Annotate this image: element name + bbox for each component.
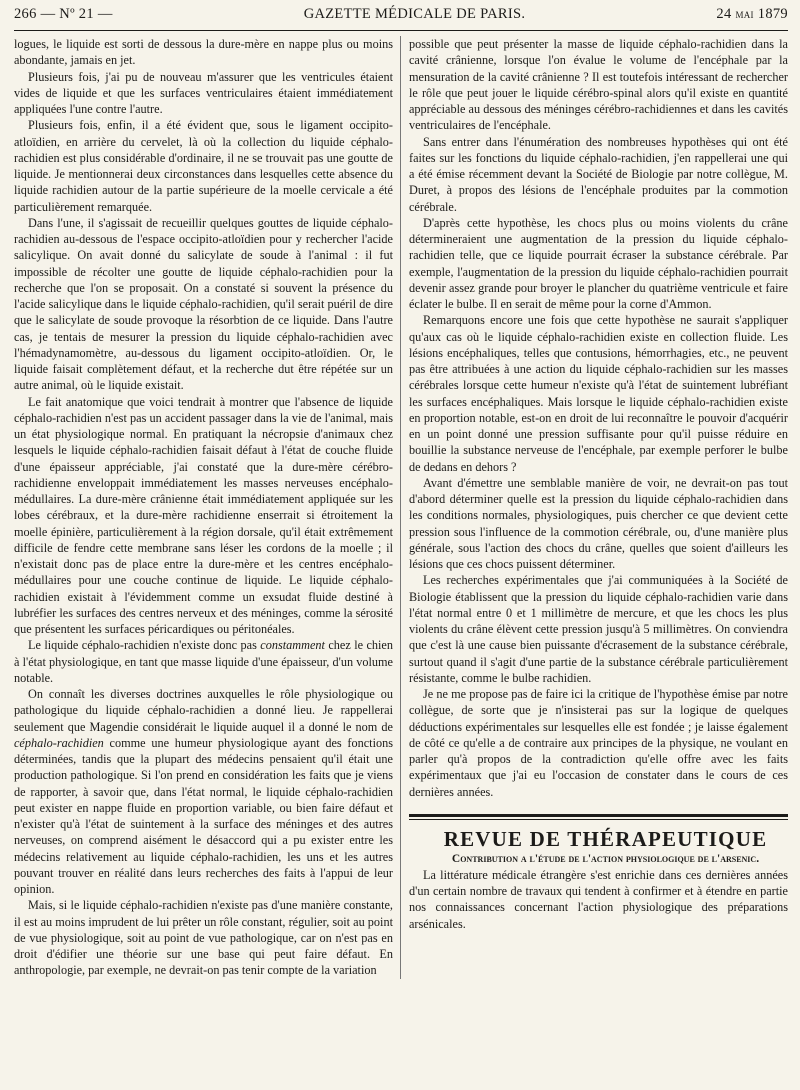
left-column [14, 36, 393, 979]
date-day: 24 [716, 6, 732, 22]
paragraph: possible que peut présenter la masse de liquide céphalo-rachidien dans la cavité crânienne, lorsque l'on évalue le volume de l'encéphale par la mensuration de la cavité crânienne ? Il est toutefois intéressant de rechercher le rôle que peut jouer le liquide cérébro-spinal alors qu'il existe en quantité appréciable au dessous des méninges cérébro-rachidiennes et dans les cavités ventriculaires de l'encéphale. [409, 37, 788, 133]
emphasis-text: céphalo-rachidien [14, 735, 104, 750]
paragraph: Sans entrer dans l'énumération des nombreuses hypothèses qui ont été faites sur les fonctions du liquide céphalo-rachidien, j'en rappellerai une qui a été émise récemment devant la Société de Biologie par notre collègue, M. Duret, à propos des lésions de l'encéphale produites par la commotion cérébrale. [409, 134, 788, 214]
paragraph: Plusieurs fois, enfin, il a été évident que, sous le ligament occipito-atloïdien, en arrière du cervelet, là où la collection du liquide céphalo-rachidien est plus considérable d'ordinaire, il ne se trouvait pas une goutte de liquide. Je mentionnerai deux circonstances dans lesquelles cette absence du liquide rachidien autour de la partie supérieure de la moelle cervicale a été particulièrement remarquée. [14, 118, 393, 214]
paragraph: Avant d'émettre une semblable manière de voir, ne devrait-on pas tout d'abord déterminer quelle est la pression du liquide céphalo-rachidien dans les conditions normales, physiologiques, puis chercher ce que devient cette pression sous l'influence de la commotion cérébrale, ou, d'une manière plus générale, sous l'action des chocs du crâne, quelles que soient d'ailleurs les lésions que ces chocs puissent déterminer. [409, 475, 788, 571]
text-run: Le liquide céphalo-rachidien n'existe donc pas [28, 638, 261, 653]
paragraph: Les recherches expérimentales que j'ai communiquées à la Société de Biologie établissent que la pression du liquide céphalo-rachidien varie dans l'état normal entre 0 et 1 millimètre de mercure, et que les chocs les plus violents du crâne élèvent cette pression jusqu'à 5 millimètres. On conviendra que c'est là une cause bien puissante d'écrasement de la substance cérébrale, surtout quand il s'agit d'une partie de la substance cérébrale particulièrement résistante, comme le bulbe rachidien. [409, 573, 788, 685]
right-column [400, 36, 788, 979]
paragraph [14, 637, 393, 686]
text-run: On connaît les diverses doctrines auxquelles le rôle physiologique ou pathologique du liquide céphalo-rachidien a donné lieu. Je rappellerai seulement que Magendie considérait le liquide auquel il a donné le nom de [14, 687, 393, 734]
page-number: 266 — Nº 21 — [14, 6, 113, 22]
page-header [14, 6, 788, 31]
date-year: 1879 [757, 6, 788, 22]
date-month: mai [735, 6, 754, 21]
section-title: REVUE DE THÉRAPEUTIQUE [443, 826, 768, 851]
paragraph: Mais, si le liquide céphalo-rachidien n'existe pas d'une manière constante, il est au moins imprudent de lui prêter un rôle constant, régulier, soit au point de vue physiologique, soit au point de vue pathologique, car on n'est pas en droit d'édifier une théorie sur une base qui peut faire défaut. En anthropologie, par exemple, ne devrait-on pas tenir compte de la variation [14, 898, 393, 978]
paragraph: La littérature médicale étrangère s'est enrichie dans ces dernières années d'un certain nombre de travaux qui tendent à confirmer et à étendre en partie nos connaissances concernant l'action physiologique des préparations arsénicales. [409, 867, 788, 931]
paragraph: Dans l'une, il s'agissait de recueillir quelques gouttes de liquide céphalo-rachidien au-dessous de l'espace occipito-atloïdien pour y rechercher l'acide salicylique. On avait donné du salicylate de soude à l'animal : il fut impossible de récolter une goutte de liquide céphalo-rachidien pour la recherche que l'on se proposait. On a constaté si souvent la présence du l'acide salicylique dans le liquide céphalo-rachidien, qu'il serait puéril de dire que le salicylate de soude provoque la résorbtion de ce liquide. Dans l'autre cas, je tentais de mesurer la pression du liquide céphalo-rachidien avec l'hémadynamomètre, au-dessous du ligament occipito-atloïdien. Or, le liquide faisait complètement défaut, et la recherche dut être répétée sur un autre animal, où le liquide existait. [14, 215, 393, 393]
issue-date [716, 6, 788, 23]
journal-title: GAZETTE MÉDICALE DE PARIS. [303, 6, 526, 22]
paragraph: Remarquons encore une fois que cette hypothèse ne saurait s'appliquer qu'aux cas où le liquide céphalo-rachidien existe en collection fluide. Les lésions encéphaliques, telles que contusions, hémorrhagies, etc., ne peuvent pas être attribuées à une action du liquide céphalo-rachidien sur les masses cérébrales lorsque cette humeur n'existe qu'à l'état de suintement lubréfiant les surfaces encéphaliques. Mais lorsque le liquide céphalo-rachidien existe en proportion notable, est-on en droit de lui reconnaître le pouvoir d'acquérir en un point donné une pression suffisante pour qu'il puisse réduire en bouillie la substance nerveuse de l'encéphale, par exemple perforer le bulbe de dedans en dehors ? [409, 313, 788, 474]
emphasis-text: constamment [260, 638, 325, 653]
paragraph: D'après cette hypothèse, les chocs plus ou moins violents du crâne détermineraient une augmentation de la pression du liquide céphalo-rachidien telle, que ce liquide pourrait écraser la substance cérébrale. Par exemple, l'augmentation de la pression du liquide céphalo-rachidien pourrait devenir assez grande pour broyer le plancher du quatrième ventricule et faire éclater le bulbe. Il en serait de même pour la corne d'Ammon. [409, 215, 788, 311]
paragraph: Le fait anatomique que voici tendrait à montrer que l'absence de liquide céphalo-rachidien n'est pas un accident passager dans la vie de l'animal, mais un état physiologique normal. En pratiquant la nécropsie d'animaux chez lesquels le liquide céphalo-rachidien faisait défaut à l'état de couche fluide d'une épaisseur appréciable, j'ai constaté que la dure-mère cérébro-rachidienne enveloppait immédiatement les masses nerveuses encéphalo-médullaires. La dure-mère crânienne était immédiatement appliquée sur les lobes cérébraux, et la dure-mère rachidienne enserrait si étroitement la moelle épinière, particulièrement à la région dorsale, qu'il était extrêmement difficile de fendre cette membrane sans léser les cordons de la moelle ; il n'existait donc pas de place entre la dure-mère et les centres encéphalo-médullaires pour une couche continue de liquide. Le liquide céphalo-rachidien existait à l'évidemment comme un exsudat fluide destiné à lubréfier les surfaces des centres nerveux et des méninges, comme la sérosité que présentent les surfaces péricardiques ou péritonéales. [14, 394, 393, 636]
paragraph [14, 686, 393, 897]
text-run: comme une humeur physiologique ayant des fonctions déterminées, tandis que la plupart des médecins pensaient qu'il était une production pathologique. Si l'on prend en considération les faits que je viens de rapporter, à savoir que, dans l'état normal, le liquide céphalo-rachidien peut exister en nappe fluide en proportion variable, ou bien faire défaut et n'exister qu'à l'état de suintement à la surface des méninges et des autres nerveuses, on comprend aisément le désaccord qui a pu exister entre les médecins relativement au liquide céphalo-rachidien, les uns et les autres pouvant trouver en réalité dans leurs recherches des faits à l'appui de leur opinion. [14, 735, 393, 896]
article-columns [14, 36, 788, 979]
paragraph: Je ne me propose pas de faire ici la critique de l'hypothèse émise par notre collègue, de sorte que je n'insisterai pas sur la logique de quelques déductions expérimentales sur lesquelles elle est fondée ; je laisse également de côté ce qu'elle a de contraire aux principes de la physique, ne voulant en parler qu'à propos de la contradiction qu'elle offre avec les faits expérimentaux que j'ai eu l'occasion de constater dans le cours de ces dernières années. [409, 687, 788, 799]
article-subtitle: Contribution a l'étude de l'action physiologique de l'arsenic. [451, 852, 760, 865]
text-run: chez le chien à l'état physiologique, en tant que masse liquide d'une épaisseur, d'un volume notable. [14, 638, 393, 685]
paragraph: Plusieurs fois, j'ai pu de nouveau m'assurer que les ventricules étaient vides de liquide et que les surfaces ventriculaires étaient immédiatement appliquées l'une contre l'autre. [14, 69, 393, 116]
section-divider [409, 814, 788, 820]
paragraph: logues, le liquide est sorti de dessous la dure-mère en nappe plus ou moins abondante, jamais en jet. [14, 37, 393, 68]
